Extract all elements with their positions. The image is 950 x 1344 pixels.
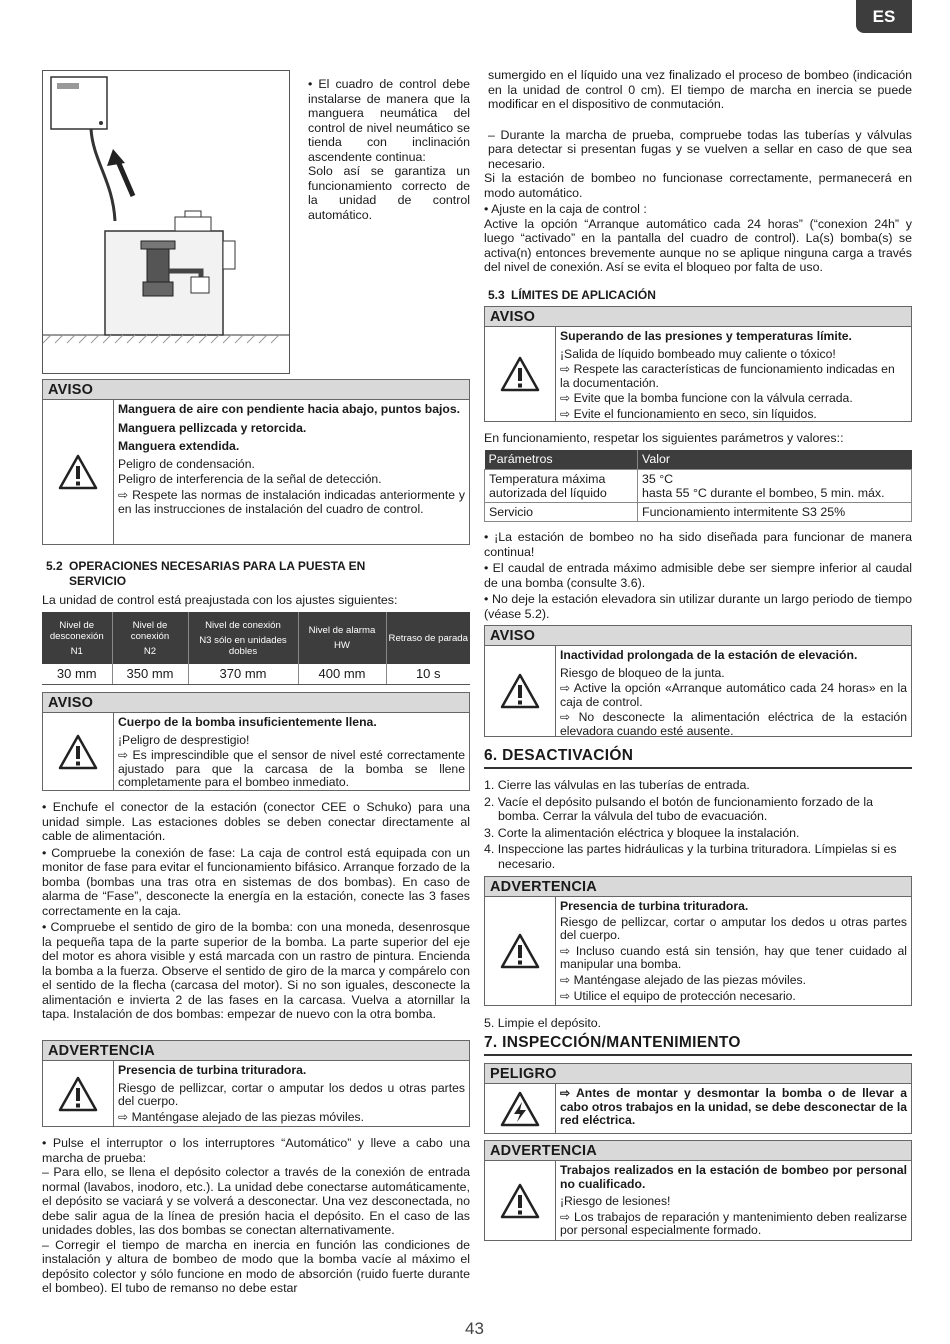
aviso-text: ⇨ Es imprescindible que el sensor de nivel esté correctamente ajustado para que la carcasa de la bomba se llene completamente para el bombeo inmediato.: [118, 748, 465, 790]
left-paragraphs: [42, 800, 470, 1022]
params-intro: En funcionamiento, respetar los siguientes parámetros y valores::: [484, 431, 844, 445]
paragraph: • El caudal de entrada máximo admisible debe ser siempre inferior al caudal de una bomba (consulte 3.6).: [484, 561, 912, 590]
advertencia-box-3: [484, 1140, 912, 1241]
right-mid-text: [484, 530, 912, 621]
section-5-3-heading: [488, 288, 656, 303]
aviso-heading: AVISO: [43, 380, 469, 400]
peligro-box: [484, 1063, 912, 1134]
warning-triangle-icon: [43, 713, 114, 790]
table-cell: Temperatura máxima autorizada del líquido: [485, 469, 638, 502]
warning-triangle-icon: [485, 646, 556, 736]
table-cell: 370 mm: [188, 664, 298, 684]
section-5-2-heading: [46, 559, 446, 588]
paragraph: • Enchufe el conector de la estación (conector CEE o Schuko) para una unidad simple. Las estaciones dobles se deben conectar directamente al cable de alimentación.: [42, 800, 470, 843]
aviso-heading: AVISO: [485, 307, 911, 327]
paragraph: Active la opción “Arranque automático cada 24 horas” (“conexion 24h” y luego “activado” en la pantalla del cuadro de control). La(s) bomba(s) se activa(n) entonces brevemente aunque no se aplique ninguna carga a través del nivel de conexión. Así se evita el bloqueo por falta de uso.: [484, 216, 912, 274]
language-tab: ES: [856, 0, 912, 33]
levels-table: [42, 612, 470, 685]
intro-bullet: • El cuadro de control debe instalarse de manera que la manguera neumática del control de nivel neumático se tienda con inclinación ascendente continua:: [308, 77, 470, 164]
aviso-text: Peligro de condensación.: [118, 456, 255, 471]
aviso-heading: AVISO: [485, 626, 911, 646]
aviso-bold: Inactividad prolongada de la estación de elevación.: [560, 648, 858, 662]
table-header: Nivel de conexión N3 sólo en unidades dobles: [188, 612, 298, 664]
advertencia-heading: ADVERTENCIA: [485, 1141, 911, 1161]
aviso-text: ⇨ Active la opción «Arranque automático cada 24 horas» en la caja de control.: [560, 681, 907, 709]
paragraph: • Pulse el interruptor o los interruptores “Automático” y lleve a cabo una marcha de prueba:: [42, 1136, 470, 1165]
list-item: 1. Cierre las válvulas en las tuberías de entrada.: [484, 778, 750, 792]
aviso-text: ⇨ Respete las características de funcionamiento indicadas en la documentación.: [560, 362, 895, 390]
page-number: 43: [465, 1319, 484, 1338]
advertencia-heading: ADVERTENCIA: [485, 877, 911, 897]
aviso-bold: Manguera extendida.: [118, 439, 240, 454]
table-header: Valor: [638, 450, 912, 469]
aviso-heading: AVISO: [43, 693, 469, 713]
intro-text: [308, 77, 470, 222]
pump-station-drawing: [43, 71, 289, 373]
aviso-bold: Superando de las presiones y temperaturas límite.: [560, 329, 852, 343]
aviso-text: Riesgo de bloqueo de la junta.: [560, 665, 725, 680]
section-title: LÍMITES DE APLICACIÓN: [511, 288, 656, 302]
paragraph: • Compruebe la conexión de fase: La caja de control está equipada con un monitor de fase para evitar el funcionamiento bifásico. Arranque forzado de la bomba (bombas una tras otra en sistemas de dos bombas). En caso de alarma de “Fase”, desconecte la energía en la estación, conecte las 3 fases correctamente en la caja.: [42, 845, 470, 918]
table-cell: 350 mm: [112, 664, 188, 684]
list-item: 4. Inspeccione las partes hidráulicas y la turbina trituradora. Límpielas si es necesario.: [484, 842, 897, 871]
aviso-box-1: [42, 379, 470, 545]
aviso-text: ⇨ No desconecte la alimentación eléctrica de la estación elevadora cuando esté ausente.: [560, 710, 907, 738]
table-cell: 400 mm: [298, 664, 386, 684]
table-cell: 10 s: [386, 664, 470, 684]
paragraph: – Para ello, se llena el depósito colector a través de la conexión de entrada normal (lavabos, inodoro, etc.). La unidad debe conectarse automáticamente, el depósito se vaciará y se volverá a desconectar. Una vez desconectada, no debe salir agua de la línea de presión hacia el depósito. En el caso de las unidades dobles, las dos bombas se conectan alternativamente.: [42, 1165, 470, 1237]
paragraph: Si la estación de bombeo no funcionase correctamente, permanecerá en modo automático.: [484, 171, 912, 200]
aviso-box-3: [484, 306, 912, 422]
table-cell: 35 °C hasta 55 °C durante el bombeo, 5 min. máx.: [638, 469, 912, 502]
list-item: 3. Corte la alimentación eléctrica y bloquee la instalación.: [484, 825, 800, 840]
aviso-text: ⇨ Evite el funcionamiento en seco, sin líquidos.: [560, 406, 817, 421]
table-header: Parámetros: [485, 450, 638, 469]
advertencia-box-1: [42, 1040, 470, 1127]
advertencia-text: ¡Riesgo de lesiones!: [560, 1194, 671, 1209]
advertencia-text: ⇨ Manténgase alejado de las piezas móviles.: [560, 972, 806, 987]
section-5-2-intro: La unidad de control está preajustada con los ajustes siguientes:: [42, 593, 398, 607]
installation-illustration: [42, 70, 290, 374]
advertencia-text: Riesgo de pellizcar, cortar o amputar los dedos u otras partes del cuerpo.: [118, 1080, 465, 1109]
electric-hazard-icon: [485, 1084, 556, 1133]
peligro-heading: PELIGRO: [485, 1064, 911, 1084]
advertencia-box-2: [484, 876, 912, 1006]
aviso-bold: Manguera pellizcada y retorcida.: [118, 420, 307, 435]
warning-triangle-icon: [485, 897, 556, 1005]
advertencia-heading: ADVERTENCIA: [43, 1041, 469, 1061]
aviso-box-2: [42, 692, 470, 791]
table-header: Nivel de conexión N2: [112, 612, 188, 664]
paragraph: – Durante la marcha de prueba, compruebe todas las tuberías y válvulas para detectar si presentan fugas y se vuelven a sellar en caso de que sea necesario.: [488, 127, 912, 171]
params-table: [484, 450, 912, 522]
table-cell: Funcionamiento intermitente S3 25%: [638, 502, 912, 521]
deactivation-item-5: 5. Limpie el depósito.: [484, 1016, 602, 1030]
section-number: 5.3: [488, 288, 505, 302]
aviso-text: ⇨ Evite que la bomba funcione con la válvula cerrada.: [560, 391, 853, 406]
table-header: Nivel de alarma HW: [298, 612, 386, 664]
advertencia-text: ⇨ Manténgase alejado de las piezas móviles.: [118, 1109, 364, 1124]
paragraph: sumergido en el líquido una vez finalizado el proceso de bombeo (indicación en la unidad de control 0 cm). El tiempo de marcha en inercia se puede modificar en el dispositivo de conmutación.: [488, 68, 912, 111]
advertencia-bold: Presencia de turbina trituradora.: [560, 899, 749, 913]
deactivation-list: [484, 778, 912, 871]
section-number: 5.2: [46, 559, 63, 573]
table-header: Nivel de desconexión N1: [42, 612, 112, 664]
advertencia-text: Riesgo de pellizcar, cortar o amputar los dedos u otras partes del cuerpo.: [560, 914, 907, 943]
aviso-text: ⇨ Respete las normas de instalación indicadas anteriormente y en las instrucciones de instalación del cuadro de control.: [118, 487, 465, 516]
aviso-bold: Cuerpo de la bomba insuficientemente llena.: [118, 715, 377, 729]
peligro-bold: ⇨ Antes de montar y desmontar la bomba o de llevar a cabo otros trabajos en la unidad, se debe desconectar de la red eléctrica.: [560, 1086, 907, 1128]
aviso-text: Peligro de interferencia de la señal de detección.: [118, 472, 382, 487]
paragraph: • Compruebe el sentido de giro de la bomba: con una moneda, desenrosque la pequeña tapa de la parte superior de la bomba. La parte superior del eje del motor es ahora visible y está marcada con un rastro de pintura. Encienda la bomba a la fuerza. Observe el sentido de giro de la marca y compárelo con el sentido de la flecha (carcasa del motor). Si no son iguales, desconecte la alimentación e invierta 2 de las fases en la carcasa. Vuelva a atornillar la tapa. Instalación de dos bombas: empezar de nuevo con la otra bomba.: [42, 920, 470, 1021]
intro-follow: Solo así se garantiza un funcionamiento correcto de la unidad de control automático.: [308, 164, 470, 222]
aviso-box-4: [484, 625, 912, 737]
paragraph: • Ajuste en la caja de control :: [484, 202, 647, 216]
warning-triangle-icon: [43, 1061, 114, 1126]
advertencia-text: ⇨ Utilice el equipo de protección necesario.: [560, 988, 796, 1003]
warning-triangle-icon: [485, 1161, 556, 1240]
paragraph: • ¡La estación de bombeo no ha sido diseñada para funcionar de manera continua!: [484, 530, 912, 559]
advertencia-bold: Trabajos realizados en la estación de bombeo por personal no cualificado.: [560, 1163, 907, 1191]
aviso-bold: Manguera de aire con pendiente hacia abajo, puntos bajos.: [118, 402, 460, 416]
advertencia-bold: Presencia de turbina trituradora.: [118, 1063, 307, 1077]
table-header: Retraso de parada: [386, 612, 470, 664]
aviso-text: ¡Salida de líquido bombeado muy caliente o tóxico!: [560, 346, 836, 361]
aviso-text: ¡Peligro de desprestigio!: [118, 732, 250, 747]
paragraph: – Corregir el tiempo de marcha en inercia en función las condiciones de instalación y altura de bombeo de modo que la bomba vacíe al máximo el depósito colector y sólo funcione en modo de absorción (ruido fuerte durante el bombeo). El tubo de remanso no debe estar: [42, 1237, 470, 1295]
warning-triangle-icon: [485, 327, 556, 421]
table-cell: Servicio: [485, 502, 638, 521]
advertencia-text: ⇨ Incluso cuando está sin tensión, hay que tener cuidado al manipular una bomba.: [560, 943, 907, 972]
paragraph: • No deje la estación elevadora sin utilizar durante un largo periodo de tiempo (véase 5.2).: [484, 592, 912, 621]
right-top-text: [484, 68, 912, 275]
advertencia-text: ⇨ Los trabajos de reparación y mantenimiento deben realizarse por personal especialmente formado.: [560, 1209, 907, 1238]
warning-triangle-icon: [43, 400, 114, 544]
left-bottom-text: [42, 1136, 470, 1296]
section-6-heading: 6. DESACTIVACIÓN: [484, 749, 912, 769]
section-title: OPERACIONES NECESARIAS PARA LA PUESTA EN SERVICIO: [69, 559, 366, 588]
table-cell: 30 mm: [42, 664, 112, 684]
list-item: 2. Vacíe el depósito pulsando el botón de funcionamiento forzado de la bomba. Cerrar la válvula del tubo de evacuación.: [484, 794, 873, 823]
section-7-heading: 7. INSPECCIÓN/MANTENIMIENTO: [484, 1036, 912, 1056]
